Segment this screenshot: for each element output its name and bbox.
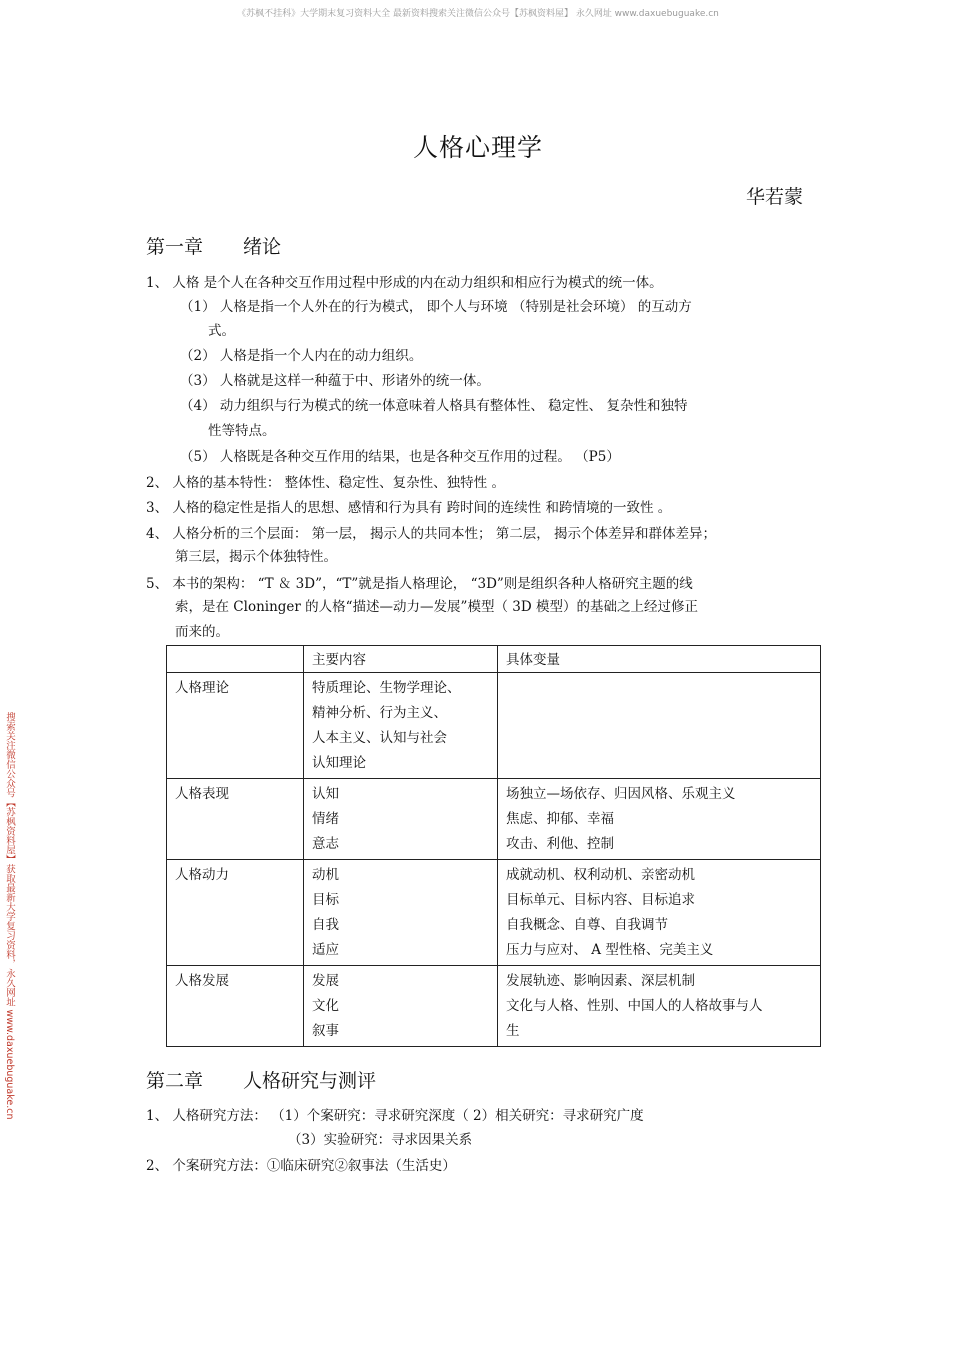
content-line: 精神分析、行为主义、 [312, 705, 447, 721]
chapter1-number: 第一章 [146, 236, 204, 258]
header-note: 《苏枫不挂科》大学期末复习资料大全 最新资料搜索关注微信公众号【苏枫资料屋】 永久网址 www.daxuebuguake.cn [237, 9, 719, 19]
content-line: 自我 [312, 917, 339, 933]
side-note: 搜索关注微信公众号【苏枫资料屋】获取最新大学复习资料，永久网址 www.daxuebuguake.cn [4, 712, 15, 1120]
author: 华若蒙 [746, 186, 804, 208]
chapter2-number: 第二章 [146, 1070, 204, 1092]
row-label: 人格理论 [167, 673, 304, 779]
chapter1-name: 绪论 [243, 236, 282, 258]
variable-line: 发展轨迹、影响因素、深层机制 [506, 973, 695, 989]
ch1-line-14: 索，是在 Cloninger 的人格“描述—动力—发展”模型（ 3D 模型）的基础之上经过修正 [175, 599, 698, 615]
row-label: 人格动力 [167, 860, 304, 966]
page-title: 人格心理学 [412, 133, 543, 162]
row-variables [498, 673, 821, 779]
table-row [167, 860, 821, 966]
table-row [167, 673, 821, 779]
chapter2-name: 人格研究与测评 [243, 1070, 377, 1092]
row-label: 人格发展 [167, 966, 304, 1047]
row-content [304, 779, 498, 860]
chapter1-heading [146, 232, 281, 259]
content-line: 情绪 [312, 811, 339, 827]
book-framework-table [166, 645, 821, 1047]
table-row [167, 779, 821, 860]
content-line: 人本主义、认知与社会 [312, 730, 447, 746]
row-content [304, 860, 498, 966]
table-row [167, 966, 821, 1047]
ch1-line-8: （5） 人格既是各种交互作用的结果，也是各种交互作用的过程。 （P5） [180, 449, 620, 465]
ch1-line-13: 5、 本书的架构： “T ＆ 3D”，“T”就是指人格理论， “3D”则是组织各种人格研究主题的线 [146, 576, 693, 592]
ch1-line-6: （4） 动力组织与行为模式的统一体意味着人格具有整体性、 稳定性、 复杂性和独特 [180, 398, 688, 414]
ch1-line-10: 3、 人格的稳定性是指人的思想、感情和行为具有 跨时间的连续性 和跨情境的一致性 。 [146, 500, 672, 516]
ch1-line-2: （1） 人格是指一个人外在的行为模式， 即个人与环境 （特别是社会环境） 的互动方 [180, 299, 692, 315]
content-line: 动机 [312, 867, 339, 883]
row-label: 人格表现 [167, 779, 304, 860]
ch1-line-15: 而来的。 [175, 624, 229, 640]
ch2-line-1: 1、 人格研究方法： （1）个案研究：寻求研究深度（ 2）相关研究：寻求研究广度 [146, 1108, 644, 1124]
content-line: 认知 [312, 786, 339, 802]
variable-line: 攻击、利他、控制 [506, 836, 614, 852]
row-variables [498, 966, 821, 1047]
variable-line: 目标单元、目标内容、目标追求 [506, 892, 695, 908]
ch2-line-3: 2、 个案研究方法：①临床研究②叙事法（生活史） [146, 1158, 456, 1174]
variable-line: 焦虑、抑郁、幸福 [506, 811, 614, 827]
row-variables [498, 860, 821, 966]
ch1-line-7: 性等特点。 [208, 423, 276, 439]
ch1-line-11: 4、 人格分析的三个层面： 第一层， 揭示人的共同本性； 第二层， 揭示个体差异和群体差异； [146, 526, 717, 542]
variable-line: 压力与应对、 A 型性格、完美主义 [506, 942, 714, 958]
content-line: 意志 [312, 836, 339, 852]
ch1-line-4: （2） 人格是指一个人内在的动力组织。 [180, 348, 423, 364]
ch1-line-12: 第三层，揭示个体独特性。 [175, 549, 337, 565]
table-header-row [167, 646, 821, 673]
ch1-line-5: （3） 人格就是这样一种蕴于中、形诸外的统一体。 [180, 373, 490, 389]
content-line: 认知理论 [312, 755, 366, 771]
content-line: 文化 [312, 998, 339, 1014]
content-line: 适应 [312, 942, 339, 958]
table-header-cell [167, 646, 304, 673]
ch1-line-9: 2、 人格的基本特性： 整体性、稳定性、复杂性、独特性 。 [146, 475, 505, 491]
content-line: 特质理论、生物学理论、 [312, 680, 461, 696]
row-content [304, 673, 498, 779]
content-line: 叙事 [312, 1023, 339, 1039]
content-line: 目标 [312, 892, 339, 908]
content-line: 发展 [312, 973, 339, 989]
variable-line: 生 [506, 1023, 520, 1039]
table-header-cell: 主要内容 [304, 646, 498, 673]
variable-line: 自我概念、自尊、自我调节 [506, 917, 668, 933]
ch2-line-2: （3）实验研究：寻求因果关系 [288, 1132, 473, 1148]
ch1-line-1: 1、 人格 是个人在各种交互作用过程中形成的内在动力组织和相应行为模式的统一体。 [146, 275, 663, 291]
variable-line: 场独立—场依存、归因风格、乐观主义 [506, 786, 736, 802]
variable-line: 成就动机、权利动机、亲密动机 [506, 867, 695, 883]
chapter2-heading [146, 1066, 376, 1093]
row-variables [498, 779, 821, 860]
row-content [304, 966, 498, 1047]
ch1-line-3: 式。 [208, 323, 235, 339]
table-header-cell: 具体变量 [498, 646, 821, 673]
variable-line: 文化与人格、性别、中国人的人格故事与人 [506, 998, 763, 1014]
